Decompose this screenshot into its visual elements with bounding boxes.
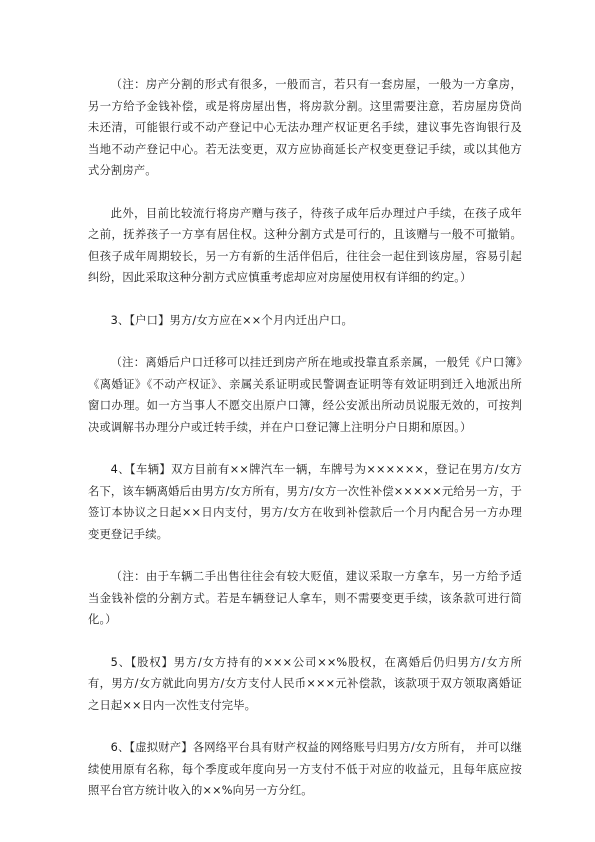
document-body	[88, 74, 522, 802]
note-household-registration: （注：离婚后户口迁移可以挂迁到房产所在地或投靠直系亲属，一般凭《户口簿》《离婚证》《不动产权证》、亲属关系证明或民警调查证明等有效证明到迁入地派出所窗口办理。如一方当事人不愿交出原户口簿，经公安派出所动员说服无效的，可按判决或调解书办理分户或迁转手续，并在户口登记簿上注明分户日期和原因。）	[88, 356, 522, 434]
note-vehicle: （注：由于车辆二手出售往往会有较大贬值，建议采取一方拿车，另一方给予适当金钱补偿的分割方式。若是车辆登记人拿车，则不需要变更手续，该条款可进行简化。）	[88, 570, 522, 626]
clause-vehicle: 4、【车辆】双方目前有××牌汽车一辆，车牌号为××××××，登记在男方/女方名下，该车辆离婚后由男方/女方所有，男方/女方一次性补偿×××××元给另一方，于签订本协议之日起××日内支付，男方/女方在收到补偿款后一个月内配合另一方办理变更登记手续。	[88, 463, 522, 541]
clause-household-registration: 3、【户口】男方/女方应在××个月内迁出户口。	[110, 313, 353, 327]
note-property-gift-to-child: 此外，目前比较流行将房产赠与孩子，待孩子成年后办理过户手续，在孩子成年之前，抚养孩子一方享有居住权。这种分割方式是可行的，且该赠与一般不可撤销。但孩子成年周期较长，另一方有新的生活伴侣后，往往会一起住到该房屋，容易引起纠纷，因此采取这种分割方式应慎重考虑却应对房屋使用权有详细的约定。）	[88, 206, 522, 284]
clause-virtual-property: 6、【虚拟财产】各网络平台具有财产权益的网络账号归男方/女方所有， 并可以继续使用原有名称，每个季度或年度向另一方支付不低于对应的收益元，且每年底应按照平台官方统计收入的××%向另一方分红。	[88, 741, 522, 797]
clause-equity: 5、【股权】男方/女方持有的×××公司××%股权，在离婚后仍归男方/女方所有，男方/女方就此向男方/女方支付人民币×××元补偿款，该款项于双方领取离婚证之日起××日内一次性支付完毕。	[88, 655, 522, 712]
note-property-division: （注：房产分割的形式有很多，一般而言，若只有一套房屋，一般为一方拿房，另一方给予金钱补偿，或是将房屋出售，将房款分割。这里需要注意，若房屋房贷尚未还清，可能银行或不动产登记中心无法办理产权证更名手续，建议事先咨询银行及当地不动产登记中心。若无法变更，双方应协商延长产权变更登记手续，或以其他方式分割房产。	[88, 78, 522, 177]
